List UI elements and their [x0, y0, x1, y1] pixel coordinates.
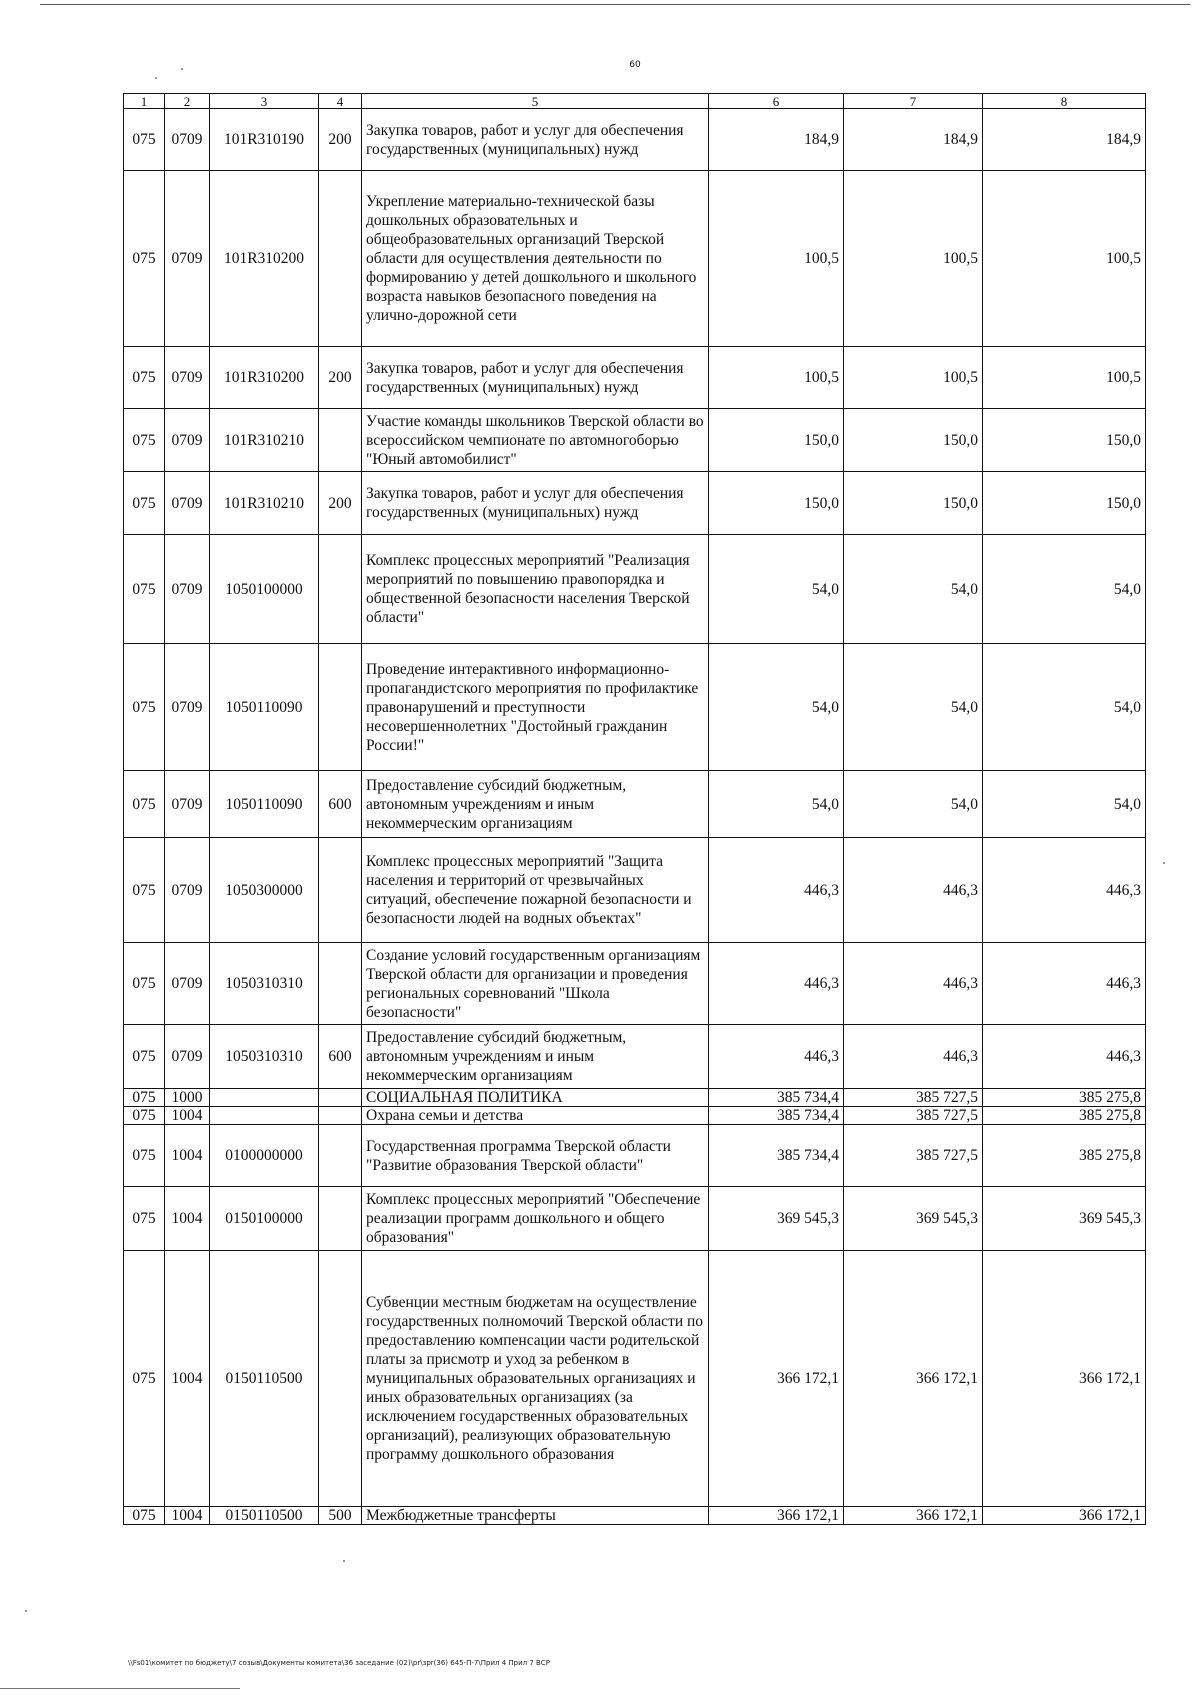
table-row: [124, 347, 1146, 409]
table-row: [124, 1187, 1146, 1251]
ministry-code-cell: 075: [124, 943, 165, 1025]
column-header: 8: [983, 94, 1146, 109]
expense-type-cell: [319, 1107, 362, 1125]
column-number-row: [124, 94, 1146, 109]
amount-year3-cell: 54,0: [983, 535, 1146, 644]
expense-type-cell: [319, 171, 362, 347]
target-article-cell: 1050300000: [210, 838, 319, 943]
amount-year2-cell: 54,0: [844, 644, 983, 771]
amount-year3-cell: 385 275,8: [983, 1089, 1146, 1107]
description-cell: Закупка товаров, работ и услуг для обеспечения государственных (муниципальных) нужд: [362, 347, 709, 409]
table-row: [124, 1107, 1146, 1125]
expense-type-cell: 600: [319, 1025, 362, 1089]
ministry-code-cell: 075: [124, 1125, 165, 1187]
ministry-code-cell: 075: [124, 644, 165, 771]
ministry-code-cell: 075: [124, 109, 165, 171]
description-cell: СОЦИАЛЬНАЯ ПОЛИТИКА: [362, 1089, 709, 1107]
amount-year1-cell: 385 734,4: [709, 1125, 844, 1187]
amount-year3-cell: 385 275,8: [983, 1125, 1146, 1187]
ministry-code-cell: 075: [124, 1089, 165, 1107]
target-article-cell: 1050100000: [210, 535, 319, 644]
amount-year2-cell: 150,0: [844, 409, 983, 472]
table-row: [124, 943, 1146, 1025]
description-cell: Комплекс процессных мероприятий "Реализация мероприятий по повышению правопорядка и общественной безопасности населения Тверской области": [362, 535, 709, 644]
target-article-cell: [210, 1089, 319, 1107]
scan-speck: [343, 1560, 345, 1562]
table-row: [124, 1025, 1146, 1089]
description-cell: Участие команды школьников Тверской области во всероссийском чемпионате по автомногоборью "Юный автомобилист": [362, 409, 709, 472]
ministry-code-cell: 075: [124, 347, 165, 409]
column-header: 7: [844, 94, 983, 109]
amount-year1-cell: 184,9: [709, 109, 844, 171]
description-cell: Комплекс процессных мероприятий "Обеспечение реализации программ дошкольного и общего образования": [362, 1187, 709, 1251]
scan-speck: [1163, 862, 1165, 864]
scan-speck: [155, 77, 157, 79]
description-cell: Межбюджетные трансферты: [362, 1507, 709, 1525]
section-code-cell: 0709: [165, 347, 210, 409]
amount-year2-cell: 100,5: [844, 347, 983, 409]
section-code-cell: 0709: [165, 409, 210, 472]
section-code-cell: 0709: [165, 535, 210, 644]
table-row: [124, 1507, 1146, 1525]
description-cell: Создание условий государственным организациям Тверской области для организации и проведения региональных соревнований "Школа безопасности": [362, 943, 709, 1025]
amount-year1-cell: 54,0: [709, 535, 844, 644]
target-article-cell: 1050310310: [210, 943, 319, 1025]
ministry-code-cell: 075: [124, 1025, 165, 1089]
table-row: [124, 644, 1146, 771]
page-number: 60: [629, 60, 641, 70]
target-article-cell: 0100000000: [210, 1125, 319, 1187]
table-row: [124, 409, 1146, 472]
section-code-cell: 0709: [165, 838, 210, 943]
table-row: [124, 171, 1146, 347]
table-row: [124, 1251, 1146, 1507]
description-cell: Охрана семьи и детства: [362, 1107, 709, 1125]
section-code-cell: 0709: [165, 171, 210, 347]
section-code-cell: 0709: [165, 771, 210, 838]
ministry-code-cell: 075: [124, 1187, 165, 1251]
target-article-cell: 101R310190: [210, 109, 319, 171]
description-cell: Субвенции местным бюджетам на осуществление государственных полномочий Тверской области по предоставлению компенсации части родительской платы за присмотр и уход за ребенком в муниципальных образовательных организациях и иных образовательных организациях (за исключением государственных образовательных организаций), реализующих образовательную программу дошкольного образования: [362, 1251, 709, 1507]
expense-type-cell: [319, 1089, 362, 1107]
amount-year2-cell: 184,9: [844, 109, 983, 171]
description-cell: Проведение интерактивного информационно-пропагандистского мероприятия по профилактике правонарушений и преступности несовершеннолетних "Достойный гражданин России!": [362, 644, 709, 771]
top-edge-line: [40, 4, 1190, 5]
bottom-edge-line: [0, 1688, 240, 1689]
amount-year2-cell: 369 545,3: [844, 1187, 983, 1251]
ministry-code-cell: 075: [124, 171, 165, 347]
table-row: [124, 472, 1146, 535]
ministry-code-cell: 075: [124, 1507, 165, 1525]
amount-year2-cell: 385 727,5: [844, 1125, 983, 1187]
amount-year1-cell: 150,0: [709, 409, 844, 472]
ministry-code-cell: 075: [124, 771, 165, 838]
section-code-cell: 0709: [165, 644, 210, 771]
target-article-cell: [210, 1107, 319, 1125]
target-article-cell: 1050310310: [210, 1025, 319, 1089]
target-article-cell: 1050110090: [210, 771, 319, 838]
amount-year1-cell: 100,5: [709, 171, 844, 347]
amount-year1-cell: 54,0: [709, 771, 844, 838]
expense-type-cell: [319, 838, 362, 943]
expense-type-cell: [319, 1251, 362, 1507]
section-code-cell: 0709: [165, 943, 210, 1025]
amount-year3-cell: 366 172,1: [983, 1251, 1146, 1507]
target-article-cell: 0150110500: [210, 1251, 319, 1507]
amount-year1-cell: 366 172,1: [709, 1507, 844, 1525]
amount-year2-cell: 150,0: [844, 472, 983, 535]
table-row: [124, 1089, 1146, 1107]
column-header: 6: [709, 94, 844, 109]
expense-type-cell: [319, 1187, 362, 1251]
target-article-cell: 101R310200: [210, 347, 319, 409]
description-cell: Предоставление субсидий бюджетным, автономным учреждениям и иным некоммерческим организациям: [362, 1025, 709, 1089]
expense-type-cell: [319, 409, 362, 472]
column-header: 5: [362, 94, 709, 109]
target-article-cell: 0150100000: [210, 1187, 319, 1251]
section-code-cell: 1004: [165, 1107, 210, 1125]
file-path-footer: \\Fs01\комитет по бюджету\7 созыв\Документы комитета\36 заседание (02)\pr\зpr(36) 645-П-7\Прил 4 Прил 7 ВСР: [128, 1659, 550, 1667]
expense-type-cell: [319, 535, 362, 644]
amount-year1-cell: 366 172,1: [709, 1251, 844, 1507]
target-article-cell: 101R310200: [210, 171, 319, 347]
amount-year3-cell: 369 545,3: [983, 1187, 1146, 1251]
section-code-cell: 1004: [165, 1251, 210, 1507]
ministry-code-cell: 075: [124, 1251, 165, 1507]
amount-year3-cell: 100,5: [983, 347, 1146, 409]
target-article-cell: 101R310210: [210, 472, 319, 535]
amount-year2-cell: 446,3: [844, 838, 983, 943]
section-code-cell: 1004: [165, 1187, 210, 1251]
amount-year2-cell: 54,0: [844, 535, 983, 644]
section-code-cell: 1004: [165, 1507, 210, 1525]
amount-year1-cell: 369 545,3: [709, 1187, 844, 1251]
expense-type-cell: [319, 943, 362, 1025]
section-code-cell: 0709: [165, 109, 210, 171]
amount-year1-cell: 385 734,4: [709, 1107, 844, 1125]
section-code-cell: 0709: [165, 472, 210, 535]
amount-year3-cell: 150,0: [983, 409, 1146, 472]
amount-year1-cell: 446,3: [709, 1025, 844, 1089]
amount-year2-cell: 385 727,5: [844, 1107, 983, 1125]
expense-type-cell: [319, 644, 362, 771]
section-code-cell: 1000: [165, 1089, 210, 1107]
description-cell: Закупка товаров, работ и услуг для обеспечения государственных (муниципальных) нужд: [362, 472, 709, 535]
table-row: [124, 109, 1146, 171]
table-row: [124, 1125, 1146, 1187]
amount-year3-cell: 54,0: [983, 771, 1146, 838]
amount-year3-cell: 446,3: [983, 1025, 1146, 1089]
ministry-code-cell: 075: [124, 535, 165, 644]
ministry-code-cell: 075: [124, 472, 165, 535]
amount-year2-cell: 385 727,5: [844, 1089, 983, 1107]
amount-year3-cell: 184,9: [983, 109, 1146, 171]
target-article-cell: 0150110500: [210, 1507, 319, 1525]
amount-year1-cell: 150,0: [709, 472, 844, 535]
amount-year1-cell: 385 734,4: [709, 1089, 844, 1107]
section-code-cell: 1004: [165, 1125, 210, 1187]
amount-year3-cell: 100,5: [983, 171, 1146, 347]
expense-type-cell: 600: [319, 771, 362, 838]
amount-year3-cell: 366 172,1: [983, 1507, 1146, 1525]
amount-year1-cell: 100,5: [709, 347, 844, 409]
ministry-code-cell: 075: [124, 838, 165, 943]
target-article-cell: 101R310210: [210, 409, 319, 472]
amount-year1-cell: 446,3: [709, 838, 844, 943]
scan-speck: [181, 68, 183, 70]
expense-type-cell: 200: [319, 472, 362, 535]
amount-year3-cell: 446,3: [983, 838, 1146, 943]
expense-type-cell: [319, 1125, 362, 1187]
column-header: 1: [124, 94, 165, 109]
description-cell: Комплекс процессных мероприятий "Защита населения и территорий от чрезвычайных ситуаций, обеспечение пожарной безопасности и безопасности людей на водных объектах": [362, 838, 709, 943]
amount-year3-cell: 385 275,8: [983, 1107, 1146, 1125]
description-cell: Государственная программа Тверской области "Развитие образования Тверской области": [362, 1125, 709, 1187]
description-cell: Закупка товаров, работ и услуг для обеспечения государственных (муниципальных) нужд: [362, 109, 709, 171]
ministry-code-cell: 075: [124, 409, 165, 472]
column-header: 4: [319, 94, 362, 109]
table-row: [124, 838, 1146, 943]
amount-year1-cell: 54,0: [709, 644, 844, 771]
budget-table: [123, 93, 1146, 1525]
expense-type-cell: 200: [319, 347, 362, 409]
section-code-cell: 0709: [165, 1025, 210, 1089]
column-header: 2: [165, 94, 210, 109]
ministry-code-cell: 075: [124, 1107, 165, 1125]
description-cell: Укрепление материально-технической базы дошкольных образовательных и общеобразовательных организаций Тверской области для осуществления деятельности по формированию у детей дошкольного и школьного возраста навыков безопасного поведения на улично-дорожной сети: [362, 171, 709, 347]
amount-year2-cell: 54,0: [844, 771, 983, 838]
expense-type-cell: 200: [319, 109, 362, 171]
amount-year1-cell: 446,3: [709, 943, 844, 1025]
amount-year3-cell: 150,0: [983, 472, 1146, 535]
amount-year3-cell: 446,3: [983, 943, 1146, 1025]
amount-year2-cell: 100,5: [844, 171, 983, 347]
table-row: [124, 771, 1146, 838]
amount-year2-cell: 366 172,1: [844, 1507, 983, 1525]
amount-year2-cell: 366 172,1: [844, 1251, 983, 1507]
amount-year2-cell: 446,3: [844, 1025, 983, 1089]
table-row: [124, 535, 1146, 644]
target-article-cell: 1050110090: [210, 644, 319, 771]
scan-speck: [25, 1610, 27, 1612]
amount-year3-cell: 54,0: [983, 644, 1146, 771]
column-header: 3: [210, 94, 319, 109]
expense-type-cell: 500: [319, 1507, 362, 1525]
amount-year2-cell: 446,3: [844, 943, 983, 1025]
description-cell: Предоставление субсидий бюджетным, автономным учреждениям и иным некоммерческим организациям: [362, 771, 709, 838]
